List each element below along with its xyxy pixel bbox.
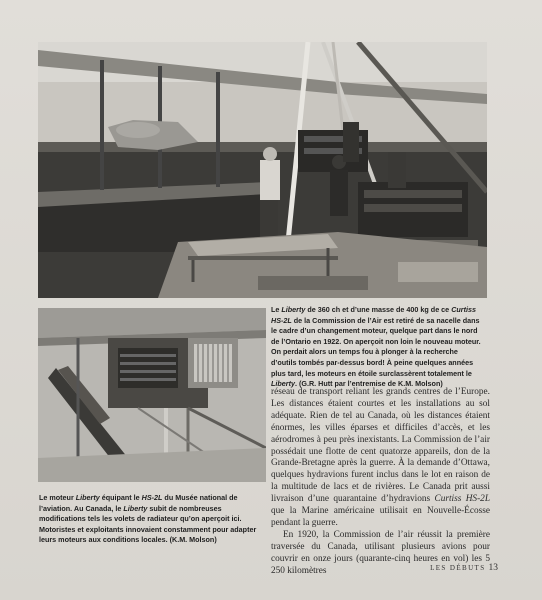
photo-liberty-engine [38,308,266,482]
caption-top-photo [271,305,485,390]
body-paragraph-1-text: réseau de transport reliant les grands centres de l’Europe. Les distances étaient courtes et les installations au sol adéquate. Rien de tel au Canada, où les distances étaient énormes, les villes éparses et difficiles d’accès, et les aérodromes à peu près inexistants. La Commission de l’air possédait une flotte de cent quatorze appareils, don de la Grande-Bretagne après la guerre. À la demande d’Ottawa, quelques hydravions furent inclus dans le lot en raison de la multitude de lacs et de rivières. Le Canada prit aussi livraison d’une quarantaine d’hydravions [271,387,490,505]
caption-bottom-photo [39,493,268,546]
photo-engine-change [38,42,487,298]
photo-liberty-engine-image [38,308,266,482]
page-folio [430,563,498,573]
caption-bottom-text-1: Le moteur [39,493,76,502]
body-paragraph-1-text-end: que la Marine américaine utilisait en Nouvelle-Écosse pendant la guerre. [271,506,490,528]
running-head: LES DÉBUTS [430,564,486,572]
caption-top-em-1: Liberty [281,305,306,314]
body-text [271,387,490,578]
photo-engine-change-image [38,42,487,298]
body-paragraph-1 [271,387,490,530]
caption-bottom-em-1: Liberty [75,493,100,502]
caption-top-text-1: Le [271,305,282,314]
caption-bottom-text-4: subit de nombreuses modifications tels les volets de radiateur qu’on aperçoit ici. Motoristes et exploitants innovaient constamment pour adapter leurs moteurs aux conditions locales. (K.M. Molson) [39,503,257,545]
page-number: 13 [488,563,498,573]
body-paragraph-1-em: Curtiss HS-2L [434,494,490,505]
caption-top-text-3: de la Commission de l’Air est retiré de sa nacelle dans le cadre d’un changement moteur, quelque part dans le nord de l’Ontario en 1922. On aperçoit non loin le nouveau moteur. On perdait alors un temps fou à plonger à la recherche d’outils tombés par-dessus bord! À peine quelques années plus tard, les moteurs en étoile surclassèrent totalement le [271,315,481,378]
body-paragraph-2: En 1920, la Commission de l’air réussit la première traversée du Canada, utilisant plusieurs avions pour couvrir en onze jours (quarante-cinq heures en vol) les 5 250 kilomètres [271,529,490,576]
caption-top-text-4: . (G.R. Hutt par l’entremise de K.M. Molson) [294,379,443,389]
caption-bottom-text-3: du Musée national de l’aviation. Au Canada, le [39,493,238,513]
caption-bottom-text-2: équipant le [99,493,142,502]
caption-bottom-em-3: Liberty [123,503,148,513]
caption-bottom-em-2: HS-2L [141,493,163,502]
caption-top-em-3: Liberty [271,379,295,389]
caption-top-text-2: de 360 ch et d’une masse de 400 kg de ce [305,305,452,314]
caption-top-em-2: Curtiss HS-2L [271,305,476,325]
